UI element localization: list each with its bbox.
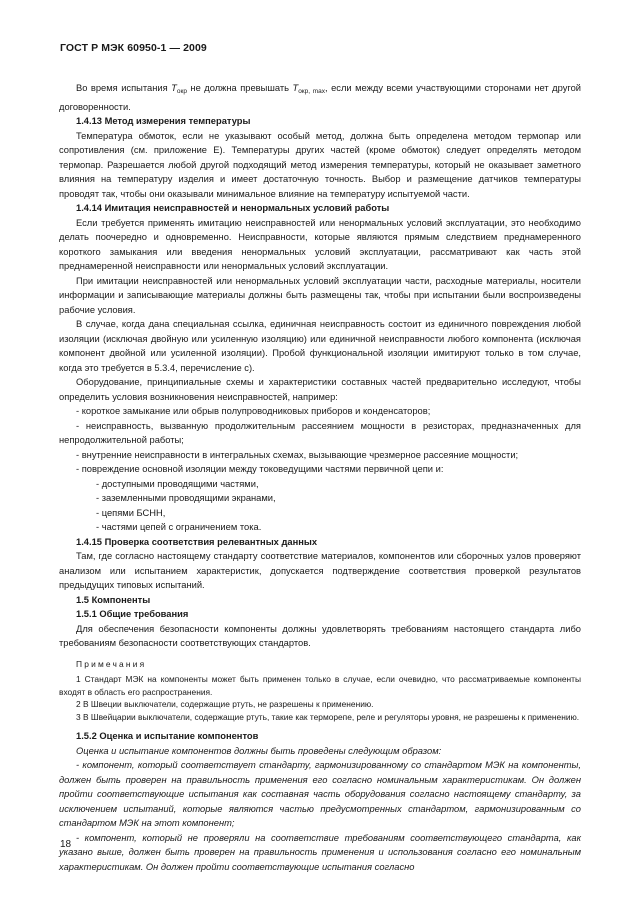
intro-text-middle: не должна превышать xyxy=(186,83,293,93)
note-item: 1 Стандарт МЭК на компоненты может быть применен только в случае, если очевидно, что рассматриваемые компоненты входят в область его распространения. xyxy=(59,674,581,697)
standard-header: ГОСТ Р МЭК 60950-1 — 2009 xyxy=(60,42,207,54)
sub-list-item: - заземленными проводящими экранами, xyxy=(96,493,276,503)
heading-1-4-15: 1.4.15 Проверка соответствия релевантных данных xyxy=(76,536,318,547)
heading-1-5-1: 1.5.1 Общие требования xyxy=(76,609,189,619)
temp-subscript: окр xyxy=(176,88,187,95)
list-item: - внутренние неисправности в интегральных схемах, вызывающие чрезмерное рассеяние мощности; xyxy=(76,449,519,460)
sub-list-item: - доступными проводящими частями, xyxy=(96,478,259,489)
intro-text-before: Во время испытания xyxy=(76,83,172,93)
paragraph-1-5-2-b: - компонент, который соответствует стандарту, гармонизированному со стандартом МЭК на компоненты, должен быть проверен на правильность применения его согласно номинальным характеристикам. Он должен пройти соответствующие испытания как составная часть оборудования согласно настоящему стандарту, за исключением испытаний, которые являются частью предусмотренных стандартом, гармонизированным со стандартом МЭК на этот компонент; xyxy=(59,760,581,829)
list-item: - повреждение основной изоляции между токоведущими частями первичной цепи и: xyxy=(76,464,444,474)
temp-max-subscript: окр, max xyxy=(298,88,326,95)
note-item: 2 В Швеции выключатели, содержащие ртуть, не разрешены к применению. xyxy=(76,699,374,710)
paragraph-1-4-14-a: Если требуется применять имитацию неисправностей или ненормальных условий эксплуатации, это необходимо делать поочередно и одновременно. Неисправности, которые являются прямым следствием преднамеренного короткого замыкания или введения ненормальных условий эксплуатации, рассматривают как часть этой преднамеренной неисправности или ненормальных условий эксплуатации. xyxy=(59,217,581,271)
paragraph-1-4-14-c: В случае, когда дана специальная ссылка, единичная неисправность состоит из единичного повреждения любой изоляции (исключая двойную или усиленную изоляцию) или единичной неисправности любого компонента (исключая компонент двойной или усиленной изоляции). Пробой функциональной изоляции имитируют только в том случае, когда это требуется в 5.3.4, перечисление с). xyxy=(59,319,581,373)
heading-1-4-14: 1.4.14 Имитация неисправностей и ненормальных условий работы xyxy=(76,203,390,213)
intro-paragraph xyxy=(59,81,581,114)
page-number: 18 xyxy=(60,839,72,850)
paragraph-1-4-15: Там, где согласно настоящему стандарту соответствие материалов, компонентов или сборочных узлов проверяют анализом или испытанием характеристик, допускается подтверждение соответствия проверкой результатов предыдущих типовых испытаний. xyxy=(59,551,581,590)
list-item: - короткое замыкание или обрыв полупроводниковых приборов и конденсаторов; xyxy=(76,406,431,416)
temp-max-symbol: T xyxy=(292,83,299,93)
list-item: - неисправность, вызванную продолжительным рассеянием мощности в резисторах, предназначенных для непродолжительной работы; xyxy=(59,420,581,445)
heading-1-5: 1.5 Компоненты xyxy=(76,594,151,605)
sub-list-item: - цепями БСНН, xyxy=(96,507,166,518)
paragraph-1-5-1: Для обеспечения безопасности компоненты должны удовлетворять требованиям настоящего стандарта либо требованиям безопасности соответствующих стандартов. xyxy=(59,623,581,648)
paragraph-1-5-2-c: - компонент, который не проверяли на соответствие требованиям соответствующего стандарта, как указано выше, должен быть проверен на правильность применения и использования согласно его номинальным характеристикам. Он должен пройти соответствующие испытания согласно xyxy=(59,832,581,872)
heading-1-4-13: 1.4.13 Метод измерения температуры xyxy=(76,116,251,126)
paragraph-1-4-14-b: При имитации неисправностей или ненормальных условий эксплуатации части, расходные материалы, носители информации и записывающие материалы должны быть размещены так, чтобы при испытании были воспроизведены рабочие условия. xyxy=(59,275,581,315)
sub-list-item: - частями цепей с ограничением тока. xyxy=(96,522,262,532)
paragraph-1-4-13: Температура обмоток, если не указывают особый метод, должна быть определена методом термопар или сопротивления (см. приложение Е). Температуры других частей (кроме обмоток) следует определять методом термопар. Разрешается любой другой подходящий метод измерения температуры, который не оказывает заметного влияния на температуру изделия и имеет достаточную точность. Выбор и размещение датчиков температуры проводят так, чтобы они оказывали минимальное влияние на температуру испытуемой части. xyxy=(59,130,581,199)
paragraph-1-4-14-d: Оборудование, принципиальные схемы и характеристики составных частей предварительно исследуют, чтобы определить условия возникновения неисправностей, например: xyxy=(59,377,581,402)
document-body xyxy=(59,81,581,874)
intro-text-after: , если между всеми участвующими сторонами нет другой договоренности. xyxy=(59,83,581,112)
note-item: 3 В Швейцарии выключатели, содержащие ртуть, такие как терморепе, реле и регуляторы уровня, не разрешены к применению. xyxy=(76,711,580,722)
heading-1-5-2: 1.5.2 Оценка и испытание компонентов xyxy=(76,731,259,742)
temp-symbol: T xyxy=(171,83,177,93)
notes-title: Примечания xyxy=(76,658,147,669)
paragraph-1-5-2-a: Оценка и испытание компонентов должны быть проведены следующим образом: xyxy=(76,745,442,756)
